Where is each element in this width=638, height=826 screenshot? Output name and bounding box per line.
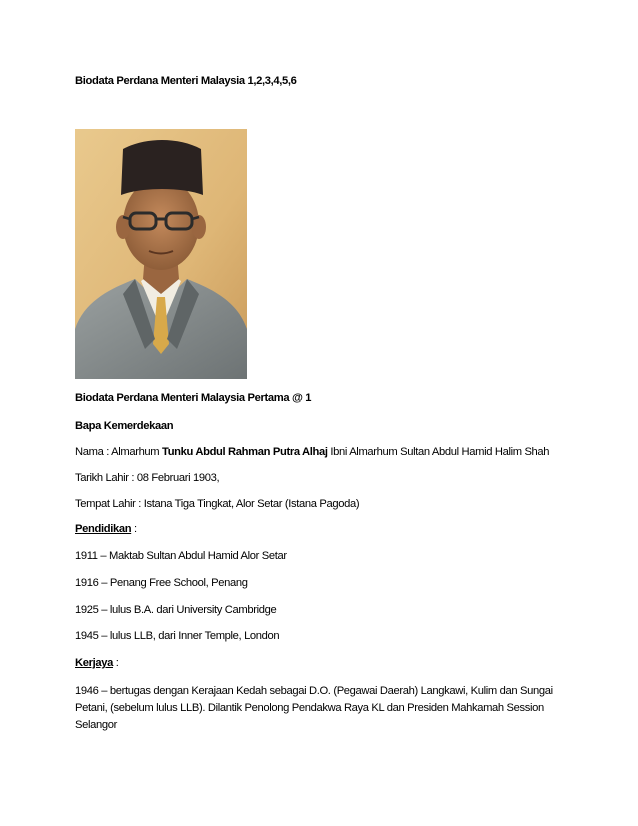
name-line	[75, 446, 549, 458]
birth-date: Tarikh Lahir : 08 Februari 1903,	[75, 472, 220, 484]
education-item: 1916 – Penang Free School, Penang	[75, 577, 248, 589]
education-item: 1945 – lulus LLB, dari Inner Temple, London	[75, 630, 280, 642]
education-item: 1925 – lulus B.A. dari University Cambridge	[75, 604, 277, 616]
document-title: Biodata Perdana Menteri Malaysia 1,2,3,4,5,6	[75, 75, 297, 87]
portrait-illustration	[75, 129, 247, 379]
education-heading	[75, 523, 137, 535]
section-title: Biodata Perdana Menteri Malaysia Pertama @ 1	[75, 392, 312, 404]
birth-place: Tempat Lahir : Istana Tiga Tingkat, Alor Setar (Istana Pagoda)	[75, 498, 360, 510]
career-heading	[75, 657, 119, 669]
name-suffix: Ibni Almarhum Sultan Abdul Hamid Halim Shah	[327, 446, 550, 458]
education-label: Pendidikan	[75, 523, 132, 535]
subtitle: Bapa Kemerdekaan	[75, 420, 174, 432]
education-item: 1911 – Maktab Sultan Abdul Hamid Alor Setar	[75, 550, 287, 562]
name-prefix: Nama : Almarhum	[75, 446, 163, 458]
name-bold: Tunku Abdul Rahman Putra Alhaj	[162, 446, 328, 458]
education-colon: :	[131, 523, 137, 535]
career-label: Kerjaya	[75, 657, 113, 669]
portrait-photo	[75, 129, 247, 379]
career-colon: :	[112, 657, 119, 669]
career-item: 1946 – bertugas dengan Kerajaan Kedah sebagai D.O. (Pegawai Daerah) Langkawi, Kulim dan Sungai Petani, (sebelum lulus LLB). Dilantik Penolong Pendakwa Raya KL dan Presiden Mahkamah Session Selangor	[75, 685, 553, 731]
